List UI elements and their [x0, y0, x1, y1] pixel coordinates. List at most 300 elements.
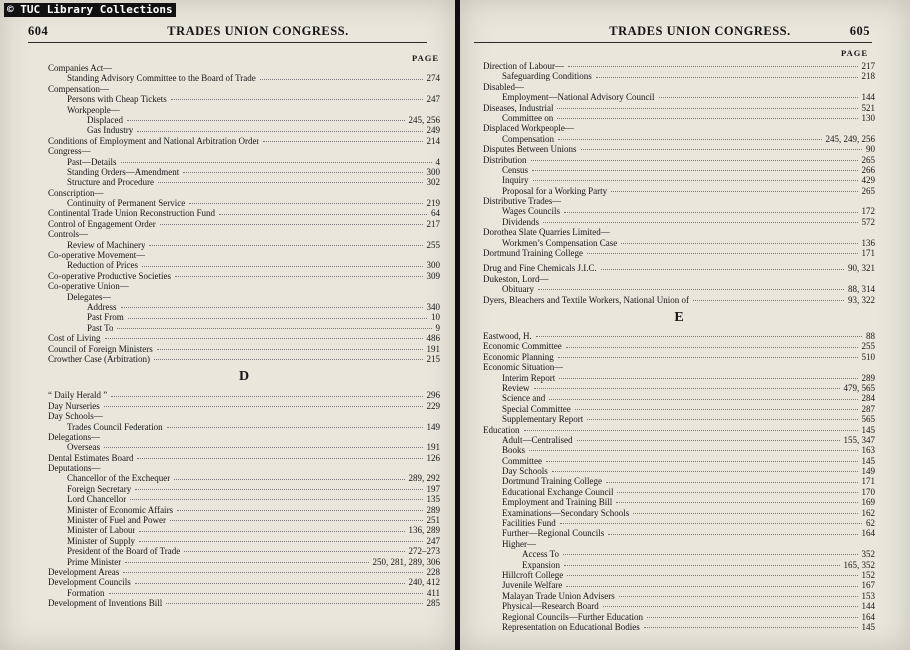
entry-pages: 265	[861, 185, 875, 196]
dot-leader	[587, 418, 857, 420]
index-heading	[483, 144, 875, 154]
entry-pages: 228	[426, 566, 440, 577]
entry-text: Committee	[502, 455, 542, 466]
section-letter: D	[238, 369, 250, 385]
index-heading	[48, 390, 440, 400]
entry-text: Development Areas	[48, 566, 120, 577]
entry-pages: 218	[861, 71, 875, 82]
dot-leader	[603, 605, 858, 607]
section-letter: E	[674, 309, 684, 325]
entry-pages: 219	[426, 198, 440, 209]
entry-text: Cost of Living	[48, 333, 101, 344]
index-subentry	[483, 560, 875, 570]
dot-leader	[536, 335, 862, 337]
dot-leader	[575, 408, 858, 410]
entry-text: Diseases, Industrial	[483, 102, 554, 113]
entry-text: “ Daily Herald ”	[48, 390, 108, 401]
entry-pages: 197	[426, 483, 440, 494]
entry-pages: 145	[861, 621, 875, 632]
index-heading	[48, 432, 440, 442]
index-subentry	[483, 165, 875, 175]
entry-text: Minister of Fuel and Power	[67, 515, 166, 526]
index-subentry	[48, 94, 440, 104]
entry-pages: 215	[426, 353, 440, 364]
entry-pages: 214	[426, 135, 440, 146]
entry-pages: 247	[426, 535, 440, 546]
entry-text: Disputes Between Unions	[483, 144, 577, 155]
entry-pages: 289, 292	[408, 473, 440, 484]
entry-text: Day Schools	[502, 466, 548, 477]
entry-text: Development Councils	[48, 577, 131, 588]
entry-text: Census	[502, 164, 529, 175]
entry-text: Standing Orders—Amendment	[67, 166, 180, 177]
dot-leader	[566, 346, 858, 348]
entry-pages: 245, 256	[408, 114, 440, 125]
dot-leader	[127, 119, 405, 121]
index-subentry	[48, 546, 440, 556]
dot-leader	[158, 181, 423, 183]
entry-pages: 135	[426, 494, 440, 505]
entry-pages: 255	[426, 239, 440, 250]
dot-leader	[154, 358, 423, 360]
dot-leader	[104, 405, 423, 407]
index-subentry	[483, 445, 875, 455]
index-heading	[48, 136, 440, 146]
entry-text: Lord Chancellor	[67, 494, 127, 505]
index-subentry	[48, 73, 440, 83]
entry-pages: 153	[861, 590, 875, 601]
index-subentry	[483, 414, 875, 424]
dot-leader	[184, 550, 404, 552]
index-subentry	[48, 312, 440, 322]
dot-leader	[121, 306, 423, 308]
index-subentry	[483, 134, 875, 144]
entry-text: Delegations—	[48, 431, 100, 442]
entry-pages: 171	[861, 476, 875, 487]
dot-leader	[189, 202, 422, 204]
index-subentry	[483, 435, 875, 445]
entry-text: Dividends	[502, 216, 539, 227]
index-subentry	[48, 525, 440, 535]
entry-text: Compensation	[502, 133, 554, 144]
dot-leader	[581, 148, 863, 150]
dot-leader	[532, 169, 857, 171]
entry-text: Past From	[87, 312, 124, 323]
dot-leader	[538, 288, 844, 290]
index-heading	[483, 196, 875, 206]
entry-pages: 284	[861, 393, 875, 404]
dot-leader	[263, 140, 422, 142]
index-heading	[48, 208, 440, 218]
index-subentry	[483, 284, 875, 294]
index-heading	[48, 63, 440, 73]
entry-text: Inquiry	[502, 175, 529, 186]
entry-text: Displaced Workpeople—	[483, 123, 574, 134]
dot-leader	[170, 519, 423, 521]
dot-leader	[564, 564, 840, 566]
index-subentry	[48, 115, 440, 125]
dot-leader	[157, 348, 423, 350]
entry-pages: 62	[866, 518, 875, 529]
index-heading	[48, 219, 440, 229]
dot-leader	[130, 498, 422, 500]
entry-pages: 172	[861, 206, 875, 217]
header-rule	[28, 42, 427, 43]
dot-leader	[557, 107, 857, 109]
dot-leader	[608, 533, 857, 535]
dot-leader	[137, 130, 422, 132]
dot-leader	[619, 595, 858, 597]
dot-leader	[557, 117, 857, 119]
entry-text: Workpeople—	[67, 104, 120, 115]
entry-pages: 191	[426, 343, 440, 354]
dot-leader	[533, 179, 858, 181]
index-subentry	[483, 456, 875, 466]
dot-leader	[260, 78, 423, 80]
entry-pages: 274	[426, 73, 440, 84]
index-heading	[48, 229, 440, 239]
index-subentry	[483, 383, 875, 393]
entry-pages: 64	[431, 208, 440, 219]
dot-leader	[111, 395, 422, 397]
dot-leader	[149, 244, 422, 246]
entry-pages: 130	[861, 112, 875, 123]
entry-text: Disabled—	[483, 81, 524, 92]
entry-text: Review	[502, 382, 530, 393]
index-entries	[483, 61, 875, 632]
entry-pages: 88	[866, 330, 875, 341]
index-heading	[48, 84, 440, 94]
index-subentry	[483, 497, 875, 507]
index-subentry	[48, 323, 440, 333]
entry-pages: 266	[861, 164, 875, 175]
dot-leader	[546, 460, 858, 462]
entry-text: Workmen’s Compensation Case	[502, 237, 618, 248]
entry-text: Dental Estimates Board	[48, 452, 134, 463]
index-subentry	[483, 206, 875, 216]
index-subentry	[48, 505, 440, 515]
entry-text: Controls—	[48, 229, 89, 240]
entry-pages: 10	[431, 312, 440, 323]
entry-pages: 88, 314	[848, 284, 875, 295]
dot-leader	[567, 574, 857, 576]
entry-text: Examinations—Secondary Schools	[502, 507, 630, 518]
dot-leader	[549, 398, 857, 400]
dot-leader	[171, 98, 423, 100]
entry-text: Minister of Supply	[67, 535, 136, 546]
dot-leader	[105, 337, 423, 339]
right-page	[460, 0, 910, 650]
dot-leader	[139, 540, 422, 542]
page-header	[460, 24, 870, 42]
index-subentry	[483, 373, 875, 383]
index-subentry	[48, 557, 440, 567]
entry-text: President of the Board of Trade	[67, 546, 181, 557]
entry-text: Interim Report	[502, 372, 556, 383]
entry-pages: 411	[426, 587, 440, 598]
index-subentry	[48, 494, 440, 504]
dot-leader	[125, 561, 368, 563]
entry-text: Dyers, Bleachers and Textile Workers, National Union of	[483, 294, 690, 305]
entry-text: Delegates—	[67, 291, 112, 302]
dot-leader	[559, 377, 857, 379]
index-subentry	[483, 466, 875, 476]
index-heading	[483, 123, 875, 133]
dot-leader	[543, 221, 858, 223]
dot-leader	[175, 275, 423, 277]
index-subentry	[48, 292, 440, 302]
entry-text: Adult—Centralised	[502, 434, 573, 445]
entry-text: Distributive Trades—	[483, 196, 562, 207]
index-subentry	[483, 508, 875, 518]
index-subentry	[483, 549, 875, 559]
index-heading	[48, 333, 440, 343]
entry-pages: 249	[426, 125, 440, 136]
index-heading	[483, 331, 875, 341]
index-heading	[483, 341, 875, 351]
running-title: TRADES UNION CONGRESS.	[167, 24, 349, 38]
entry-pages: 572	[861, 216, 875, 227]
entry-text: Compensation—	[48, 83, 109, 94]
dot-leader	[174, 478, 404, 480]
entry-pages: 126	[426, 452, 440, 463]
entry-pages: 164	[861, 528, 875, 539]
index-heading	[483, 362, 875, 372]
entry-text: Crowther Case (Arbitration)	[48, 353, 150, 364]
entry-pages: 90, 321	[848, 263, 875, 274]
entry-text: Wages Councils	[502, 206, 561, 217]
entry-pages: 309	[426, 270, 440, 281]
entry-pages: 163	[861, 445, 875, 456]
entry-text: Standing Advisory Committee to the Board of Trade	[67, 73, 256, 84]
entry-text: Science and	[502, 393, 546, 404]
index-subentry	[48, 473, 440, 483]
entry-pages: 251	[426, 515, 440, 526]
entry-text: Prime Minister	[67, 556, 122, 567]
page-number: 604	[28, 24, 49, 38]
entry-pages: 265	[861, 154, 875, 165]
entry-text: Eastwood, H.	[483, 330, 532, 341]
entry-text: Trades Council Federation	[67, 421, 163, 432]
entry-text: Deputations—	[48, 463, 101, 474]
dot-leader	[534, 387, 840, 389]
entry-pages: 136	[861, 237, 875, 248]
index-subentry	[48, 198, 440, 208]
entry-text: Co-operative Union—	[48, 281, 129, 292]
dot-leader	[167, 426, 423, 428]
entry-text: Control of Engagement Order	[48, 218, 156, 229]
dot-leader	[183, 171, 422, 173]
index-heading	[483, 82, 875, 92]
entry-pages: 486	[426, 333, 440, 344]
entry-pages: 171	[861, 248, 875, 259]
entry-text: Co-operative Movement—	[48, 250, 146, 261]
dot-leader	[621, 242, 857, 244]
entry-text: Structure and Procedure	[67, 177, 154, 188]
entry-text: Representation on Educational Bodies	[502, 621, 640, 632]
dot-leader	[219, 213, 427, 215]
entry-text: Co-operative Productive Societies	[48, 270, 171, 281]
entry-text: Continental Trade Union Reconstruction Fund	[48, 208, 215, 219]
entry-text: Overseas	[67, 442, 100, 453]
collection-watermark: © TUC Library Collections	[4, 3, 176, 17]
entry-text: Persons with Cheap Tickets	[67, 94, 167, 105]
entry-text: Reduction of Prices	[67, 260, 138, 271]
index-subentry	[483, 217, 875, 227]
dot-leader	[142, 265, 423, 267]
index-heading	[483, 425, 875, 435]
entry-pages: 340	[426, 301, 440, 312]
index-subentry	[48, 588, 440, 598]
dot-leader	[524, 429, 858, 431]
dot-leader	[160, 223, 423, 225]
entry-text: Employment and Training Bill	[502, 497, 613, 508]
entry-text: Committee on	[502, 112, 554, 123]
entry-pages: 429	[861, 175, 875, 186]
entry-pages: 155, 347	[843, 434, 875, 445]
entry-text: Dortmund Training College	[502, 476, 603, 487]
entry-pages: 300	[426, 166, 440, 177]
entry-text: Distribution	[483, 154, 527, 165]
entry-text: Hillcroft College	[502, 569, 564, 580]
index-subentry	[483, 601, 875, 611]
entry-text: Drug and Fine Chemicals J.I.C.	[483, 263, 597, 274]
index-subentry	[48, 125, 440, 135]
entry-text: Chancellor of the Exchequer	[67, 473, 171, 484]
dot-leader	[137, 457, 422, 459]
entry-text: Employment—National Advisory Council	[502, 92, 655, 103]
dot-leader	[104, 446, 423, 448]
index-subentry	[483, 612, 875, 622]
index-subentry	[483, 487, 875, 497]
index-subentry	[483, 591, 875, 601]
entry-pages: 289	[426, 504, 440, 515]
entry-text: Address	[87, 301, 117, 312]
entry-pages: 479, 565	[843, 382, 875, 393]
entry-text: Economic Planning	[483, 351, 554, 362]
dot-leader	[601, 268, 844, 270]
dot-leader	[587, 252, 857, 254]
entry-pages: 144	[861, 601, 875, 612]
entry-pages: 169	[861, 497, 875, 508]
index-subentry	[48, 536, 440, 546]
index-subentry	[483, 622, 875, 632]
entry-text: Further—Regional Councils	[502, 528, 605, 539]
dot-leader	[117, 327, 431, 329]
index-heading	[483, 263, 875, 273]
entry-pages: 144	[861, 92, 875, 103]
running-title: TRADES UNION CONGRESS.	[609, 24, 791, 38]
entry-pages: 145	[861, 455, 875, 466]
dot-leader	[166, 602, 422, 604]
entry-pages: 149	[861, 466, 875, 477]
entry-text: Access To	[522, 549, 559, 560]
index-heading	[483, 295, 875, 305]
header-rule	[474, 42, 872, 43]
entry-pages: 245, 249, 256	[825, 133, 875, 144]
entry-text: Minister of Economic Affairs	[67, 504, 174, 515]
index-subentry	[48, 260, 440, 270]
entry-text: Dortmund Training College	[483, 248, 584, 259]
dot-leader	[596, 76, 858, 78]
entry-text: Dukeston, Lord—	[483, 273, 549, 284]
index-subentry	[483, 570, 875, 580]
entry-pages: 510	[861, 351, 875, 362]
index-heading	[48, 146, 440, 156]
index-subentry	[48, 515, 440, 525]
index-subentry	[483, 476, 875, 486]
index-heading	[48, 281, 440, 291]
dot-leader	[531, 159, 858, 161]
index-heading	[48, 271, 440, 281]
entry-text: Higher—	[502, 538, 536, 549]
entry-text: Proposal for a Working Party	[502, 185, 608, 196]
entry-pages: 247	[426, 94, 440, 105]
entry-pages: 229	[426, 400, 440, 411]
index-subentry	[48, 442, 440, 452]
entry-pages: 152	[861, 569, 875, 580]
dot-leader	[558, 356, 858, 358]
entry-text: Past To	[87, 322, 114, 333]
dot-leader	[633, 512, 857, 514]
entry-text: Review of Machinery	[67, 239, 146, 250]
dot-leader	[109, 592, 423, 594]
index-heading	[48, 250, 440, 260]
dot-leader	[123, 571, 422, 573]
dot-leader	[121, 161, 432, 163]
entry-text: Conscription—	[48, 187, 104, 198]
entry-pages: 165, 352	[843, 559, 875, 570]
entry-text: Direction of Labour—	[483, 61, 564, 71]
entry-text: Special Committee	[502, 403, 571, 414]
entry-text: Malayan Trade Union Advisers	[502, 590, 615, 601]
entry-pages: 250, 281, 289, 306	[372, 556, 440, 567]
index-heading	[48, 577, 440, 587]
entry-text: Physical—Research Board	[502, 601, 599, 612]
entry-pages: 164	[861, 611, 875, 622]
dot-leader	[558, 138, 822, 140]
entry-text: Books	[502, 445, 526, 456]
entry-text: Economic Situation—	[483, 362, 564, 373]
entry-text: Companies Act—	[48, 63, 113, 73]
index-heading	[483, 103, 875, 113]
index-subentry	[48, 484, 440, 494]
entry-pages: 136, 289	[408, 525, 440, 536]
entry-text: Conditions of Employment and National Arbitration Order	[48, 135, 260, 146]
entry-text: Regional Councils—Further Education	[502, 611, 643, 622]
index-heading	[48, 567, 440, 577]
dot-leader	[177, 509, 422, 511]
index-subentry	[48, 157, 440, 167]
dot-leader	[566, 585, 857, 587]
dot-leader	[577, 439, 840, 441]
dot-leader	[529, 449, 857, 451]
index-subentry	[483, 404, 875, 414]
index-heading	[48, 411, 440, 421]
index-heading	[48, 344, 440, 354]
entry-text: Day Nurseries	[48, 400, 100, 411]
index-heading	[483, 352, 875, 362]
dot-leader	[659, 96, 858, 98]
entry-pages: 255	[861, 341, 875, 352]
entry-text: Obituary	[502, 284, 534, 295]
index-subentry	[48, 302, 440, 312]
page-header	[28, 24, 455, 42]
entry-text: Juvenile Welfare	[502, 580, 563, 591]
entry-pages: 289	[861, 372, 875, 383]
index-heading	[483, 227, 875, 237]
index-subentry	[483, 92, 875, 102]
